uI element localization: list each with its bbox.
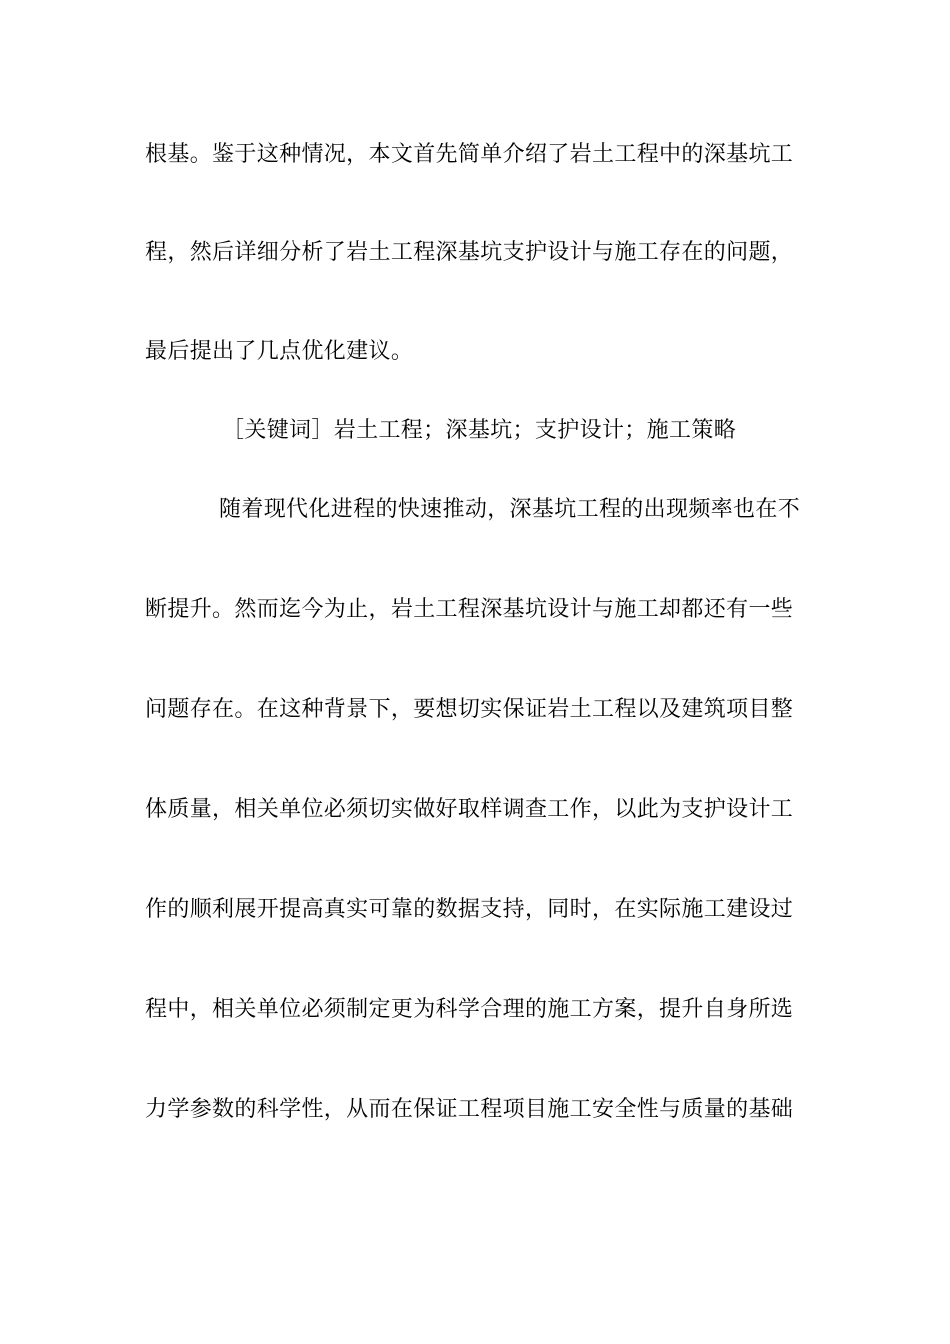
body-line-4: 体质量，相关单位必须切实做好取样调查工作，以此为支护设计工 <box>145 797 794 822</box>
body-line-2: 断提升。然而迄今为止，岩土工程深基坑设计与施工却都还有一些 <box>145 597 794 622</box>
body-line-7: 力学参数的科学性，从而在保证工程项目施工安全性与质量的基础 <box>145 1097 794 1122</box>
abstract-line-2: 程，然后详细分析了岩土工程深基坑支护设计与施工存在的问题， <box>145 240 794 265</box>
body-line-1: 随着现代化进程的快速推动，深基坑工程的出现频率也在不 <box>219 497 801 522</box>
abstract-line-3: 最后提出了几点优化建议。 <box>145 339 414 364</box>
keywords-line: ［关键词］岩土工程；深基坑；支护设计；施工策略 <box>222 418 737 443</box>
body-line-3: 问题存在。在这种背景下，要想切实保证岩土工程以及建筑项目整 <box>145 697 794 722</box>
abstract-line-1: 根基。鉴于这种情况，本文首先简单介绍了岩土工程中的深基坑工 <box>145 142 794 167</box>
body-line-6: 程中，相关单位必须制定更为科学合理的施工方案，提升自身所选 <box>145 997 794 1022</box>
body-line-5: 作的顺利展开提高真实可靠的数据支持，同时，在实际施工建设过 <box>145 897 794 922</box>
